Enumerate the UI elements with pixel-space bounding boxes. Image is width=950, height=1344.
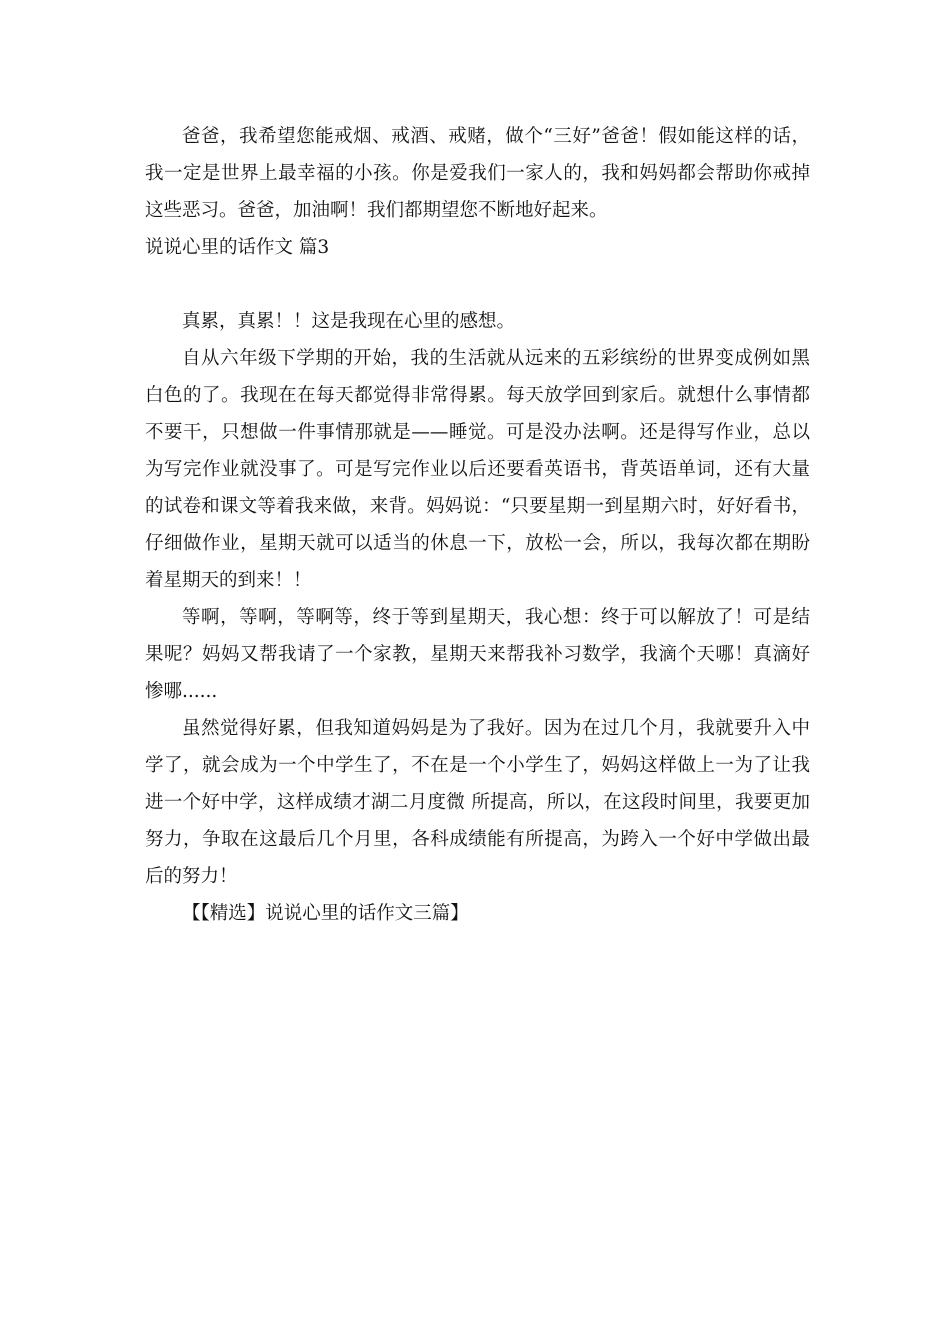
paragraph-1: 真累，真累！！这是我现在心里的感想。 bbox=[182, 311, 516, 332]
section-heading: 说说心里的话作文 篇3 bbox=[145, 237, 330, 258]
paragraph-4: 虽然觉得好累，但我知道妈妈是为了我好。因为在过几个月，我就要升入中学了，就会成为一个中学生了，不在是一个小学生了，妈妈这样做上一为了让我进一个好中学，这样成绩才湖二月度微 所提高，所以，在这段时间里，我要更加努力，争取在这最后几个月里，各科成绩能有所提高，为跨入一个好中学做出最后的努力！ bbox=[145, 718, 810, 887]
blank-line bbox=[145, 266, 810, 303]
document-body bbox=[145, 118, 810, 932]
intro-paragraph: 爸爸，我希望您能戒烟、戒酒、戒赌，做个“三好”爸爸！假如能这样的话，我一定是世界上最幸福的小孩。你是爱我们一家人的，我和妈妈都会帮助你戒掉这些恶习。爸爸，加油啊！我们都期望您不断地好起来。 bbox=[145, 126, 810, 221]
paragraph-3: 等啊，等啊，等啊等，终于等到星期天，我心想：终于可以解放了！可是结果呢？妈妈又帮我请了一个家教，星期天来帮我补习数学，我滴个天哪！真滴好惨哪...... bbox=[145, 607, 810, 702]
footer-title-line: 【【精选】说说心里的话作文三篇】 bbox=[182, 903, 469, 924]
paragraph-2: 自从六年级下学期的开始，我的生活就从远来的五彩缤纷的世界变成例如黑白色的了。我现在在每天都觉得非常得累。每天放学回到家后。就想什么事情都不要干，只想做一件事情那就是——睡觉。可是没办法啊。还是得写作业，总以为写完作业就没事了。可是写完作业以后还要看英语书，背英语单词，还有大量的试卷和课文等着我来做，来背。妈妈说：“只要星期一到星期六时，好好看书，仔细做作业，星期天就可以适当的休息一下，放松一会，所以，我每次都在期盼着星期天的到来！！ bbox=[145, 348, 810, 591]
